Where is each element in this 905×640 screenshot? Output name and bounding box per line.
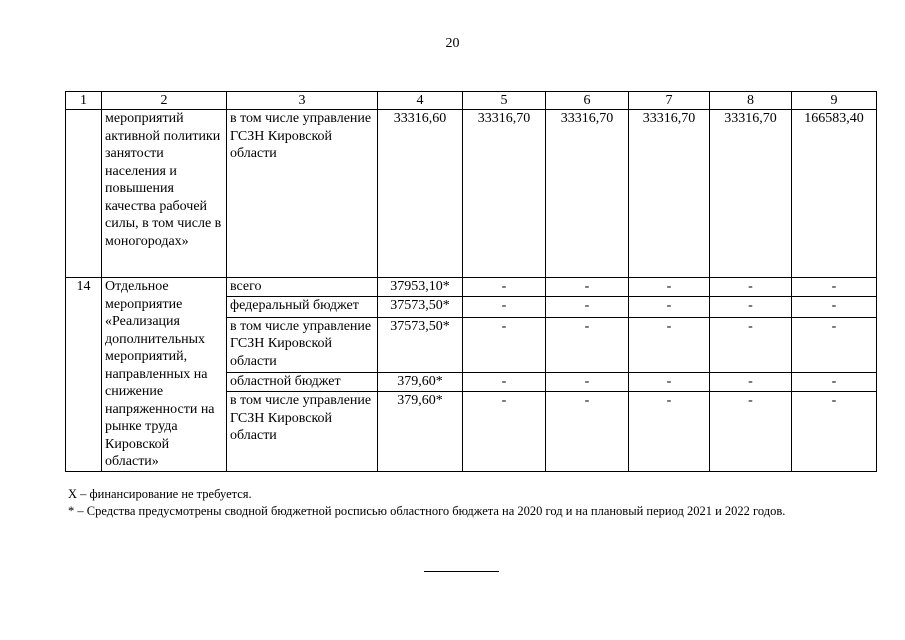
value-cell: 37573,50* [378,317,463,373]
value-cell: 379,60* [378,392,463,471]
dash-cell: - [710,297,792,318]
dash-cell: - [546,278,629,297]
event-name-cell: Отдельное мероприятие «Реализация дополнительных мероприятий, направленных на снижение напряженности на рынке труда Кировской области» [102,278,227,472]
dash-cell: - [546,297,629,318]
footnote-x: Х – финансирование не требуется. [68,487,252,501]
row-number-cell: 14 [66,278,102,472]
value-cell: 37573,50* [378,297,463,318]
dash-cell: - [629,317,710,373]
dash-cell: - [546,392,629,471]
table-row [66,278,877,297]
funding-source-cell: в том числе управление ГСЗН Кировской области [227,317,378,373]
dash-cell: - [792,373,877,392]
end-divider [424,571,499,572]
value-cell: 33316,70 [546,110,629,278]
header-cell: 7 [629,92,710,110]
header-cell: 5 [463,92,546,110]
footnotes [68,486,785,520]
dash-cell: - [710,317,792,373]
dash-cell: - [710,392,792,471]
row-number-cell [66,110,102,278]
dash-cell: - [463,392,546,471]
dash-cell: - [792,317,877,373]
dash-cell: - [463,278,546,297]
value-cell: 33316,70 [463,110,546,278]
dash-cell: - [629,392,710,471]
dash-cell: - [629,278,710,297]
value-cell: 37953,10* [378,278,463,297]
header-cell: 9 [792,92,877,110]
value-cell: 166583,40 [792,110,877,278]
funding-source-cell: в том числе управление ГСЗН Кировской области [227,110,378,278]
value-cell: 33316,60 [378,110,463,278]
value-cell: 33316,70 [629,110,710,278]
header-row [66,92,877,110]
dash-cell: - [546,317,629,373]
dash-cell: - [792,297,877,318]
dash-cell: - [463,373,546,392]
header-cell: 4 [378,92,463,110]
financing-table [65,91,877,472]
table-row [66,110,877,278]
funding-source-cell: областной бюджет [227,373,378,392]
funding-source-cell: в том числе управление ГСЗН Кировской области [227,392,378,471]
value-cell: 33316,70 [710,110,792,278]
footnote-asterisk: * – Средства предусмотрены сводной бюджетной росписью областного бюджета на 2020 год и на плановый период 2021 и 2022 годов. [68,504,786,518]
header-cell: 8 [710,92,792,110]
header-cell: 1 [66,92,102,110]
dash-cell: - [463,297,546,318]
value-cell: 379,60* [378,373,463,392]
dash-cell: - [629,297,710,318]
header-cell: 6 [546,92,629,110]
event-name-cell: мероприятий активной политики занятости населения и повышения качества рабочей силы, в том числе в моногородах» [102,110,227,278]
dash-cell: - [546,373,629,392]
header-cell: 3 [227,92,378,110]
dash-cell: - [629,373,710,392]
dash-cell: - [463,317,546,373]
page-number: 20 [445,36,460,51]
funding-source-cell: федеральный бюджет [227,297,378,318]
dash-cell: - [710,278,792,297]
dash-cell: - [710,373,792,392]
dash-cell: - [792,392,877,471]
dash-cell: - [792,278,877,297]
header-cell: 2 [102,92,227,110]
funding-source-cell: всего [227,278,378,297]
